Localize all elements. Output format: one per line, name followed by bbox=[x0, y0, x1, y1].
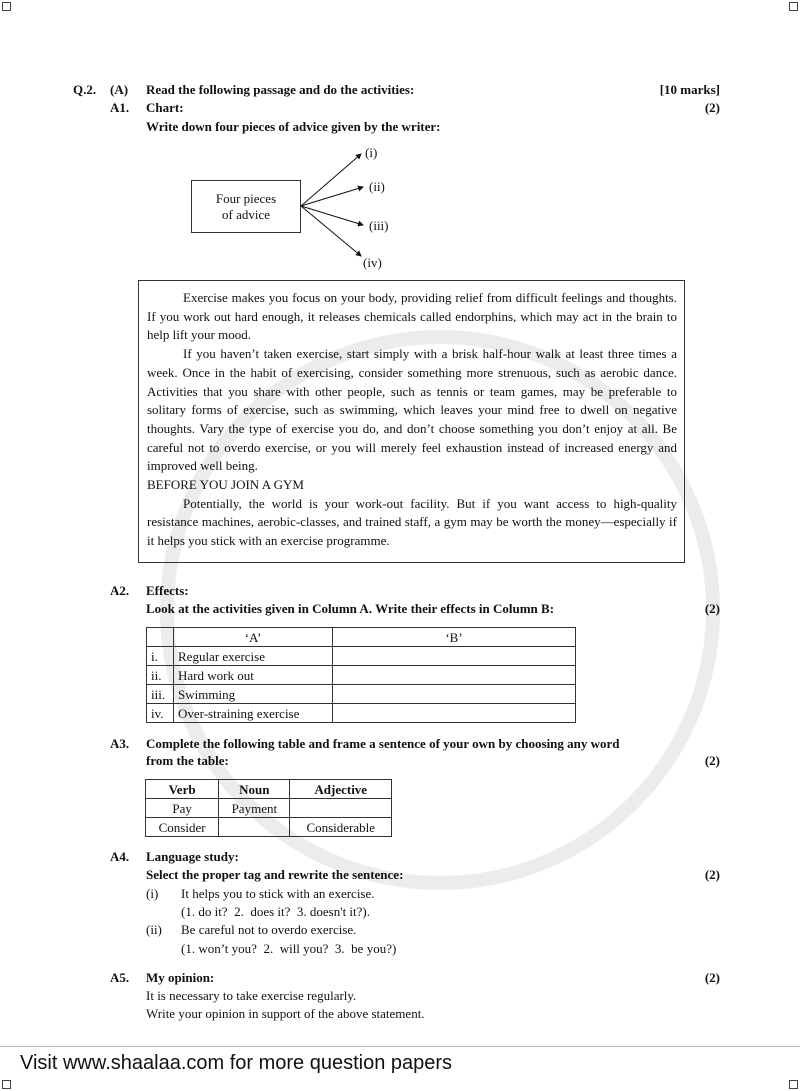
column-b-header: ‘B’ bbox=[333, 628, 576, 647]
a1-title: Chart: bbox=[146, 100, 184, 115]
a3-marks: (2) bbox=[704, 753, 720, 768]
a5-marks: (2) bbox=[704, 970, 720, 985]
a2-instruction: Look at the activities given in Column A. Write their effects in Column B: bbox=[146, 601, 555, 616]
row-number: iv. bbox=[147, 704, 174, 723]
row-number: i. bbox=[147, 647, 174, 666]
total-marks: [10 marks] bbox=[659, 82, 720, 97]
table-row bbox=[146, 799, 392, 818]
a1-marks: (2) bbox=[704, 100, 720, 115]
table-row bbox=[147, 685, 576, 704]
effect-cell bbox=[333, 647, 576, 666]
question-number: Q.2. bbox=[73, 82, 97, 97]
branch-label: (ii) bbox=[369, 179, 385, 194]
a2-marks: (2) bbox=[704, 601, 720, 616]
passage-heading: BEFORE YOU JOIN A GYM bbox=[147, 477, 304, 493]
footer-divider bbox=[0, 1046, 800, 1047]
advice-box-line: of advice bbox=[221, 207, 270, 222]
table-row bbox=[147, 647, 576, 666]
column-header: Verb bbox=[146, 780, 219, 799]
passage-paragraph: Potentially, the world is your work-out facility. But if you want access to high-quality resistance machines, aerobic-classes, and trained staff, a gym may be worth the money—especially if it helps you stick with an exercise programme. bbox=[147, 495, 677, 549]
a4-instruction: Select the proper tag and rewrite the sentence: bbox=[146, 867, 404, 882]
arrow-iii bbox=[301, 206, 363, 225]
section-label: (A) bbox=[110, 82, 129, 97]
table-cell: Pay bbox=[146, 799, 219, 818]
effect-cell bbox=[333, 685, 576, 704]
table-cell bbox=[219, 818, 290, 837]
table-row bbox=[146, 818, 392, 837]
table-cell bbox=[290, 799, 392, 818]
corner-mark bbox=[789, 1080, 798, 1089]
activity-cell: Regular exercise bbox=[174, 647, 333, 666]
corner-mark bbox=[2, 1080, 11, 1089]
reading-passage bbox=[138, 280, 685, 563]
row-number: ii. bbox=[147, 666, 174, 685]
activity-cell: Hard work out bbox=[174, 666, 333, 685]
passage-paragraph: Exercise makes you focus on your body, providing relief from difficult feelings and thoughts. If you work out hard enough, it releases chemicals called endorphins, which may act in the brain to help lift your mood. bbox=[147, 290, 677, 343]
branch-label: (iv) bbox=[363, 255, 382, 270]
a3-instruction-cont: from the table: bbox=[146, 753, 229, 768]
item-question: It helps you to stick with an exercise. bbox=[181, 886, 375, 901]
a1-number: A1. bbox=[110, 100, 130, 115]
table-row bbox=[147, 704, 576, 723]
a3-instruction: Complete the following table and frame a sentence of your own by choosing any word bbox=[146, 736, 620, 751]
effects-table bbox=[146, 627, 576, 723]
a2-number: A2. bbox=[110, 583, 130, 598]
activity-cell: Over-straining exercise bbox=[174, 704, 333, 723]
row-number: iii. bbox=[147, 685, 174, 704]
word-forms-table bbox=[145, 779, 392, 837]
table-row bbox=[147, 666, 576, 685]
column-header: Noun bbox=[219, 780, 290, 799]
footer-text: Visit www.shaalaa.com for more question papers bbox=[20, 1052, 453, 1074]
effect-cell bbox=[333, 666, 576, 685]
arrow-ii bbox=[301, 187, 363, 206]
a5-instruction: Write your opinion in support of the above statement. bbox=[146, 1006, 425, 1021]
table-cell: Payment bbox=[219, 799, 290, 818]
table-cell: Consider bbox=[146, 818, 219, 837]
a3-number: A3. bbox=[110, 736, 130, 751]
a2-title: Effects: bbox=[146, 583, 189, 598]
branch-label: (iii) bbox=[369, 218, 389, 233]
section-instruction: Read the following passage and do the activities: bbox=[146, 82, 415, 97]
a4-marks: (2) bbox=[704, 867, 720, 882]
item-number: (ii) bbox=[146, 922, 162, 937]
item-options: (1. won’t you? 2. will you? 3. be you?) bbox=[181, 941, 397, 956]
table-header-row bbox=[147, 628, 576, 647]
a5-statement: It is necessary to take exercise regularly. bbox=[146, 988, 357, 1003]
a1-instruction: Write down four pieces of advice given by the writer: bbox=[146, 119, 441, 134]
item-options: (1. do it? 2. does it? 3. doesn't it?). bbox=[181, 904, 371, 919]
item-question: Be careful not to overdo exercise. bbox=[181, 922, 357, 937]
advice-box-line: Four pieces bbox=[215, 191, 277, 206]
table-header-row bbox=[146, 780, 392, 799]
passage-paragraph: If you haven’t taken exercise, start simply with a brisk half-hour walk at least three times a week. Once in the habit of exercising, consider something more strenuous, such as aerobic dance. Activities that you share with other people, such as tennis or team games, may be preferable to solitary forms of exercise, such as swimming, which leaves your mind free to dwell on negative thoughts. Vary the type of exercise you do, and don’t choose something you don’t enjoy at all. Be careful not to overdo exercise, or you will merely feel exhaustion instead of increased energy and improved well being. bbox=[147, 346, 677, 474]
a4-number: A4. bbox=[110, 849, 130, 864]
item-number: (i) bbox=[146, 886, 159, 901]
a4-title: Language study: bbox=[146, 849, 239, 864]
column-a-header: ‘A’ bbox=[174, 628, 333, 647]
a5-number: A5. bbox=[110, 970, 130, 985]
effect-cell bbox=[333, 704, 576, 723]
arrow-i bbox=[301, 154, 361, 206]
activity-cell: Swimming bbox=[174, 685, 333, 704]
a5-title: My opinion: bbox=[146, 970, 215, 985]
advice-arrows bbox=[0, 0, 800, 300]
arrow-iv bbox=[301, 206, 361, 256]
branch-label: (i) bbox=[365, 145, 378, 160]
table-cell: Considerable bbox=[290, 818, 392, 837]
column-header: Adjective bbox=[290, 780, 392, 799]
